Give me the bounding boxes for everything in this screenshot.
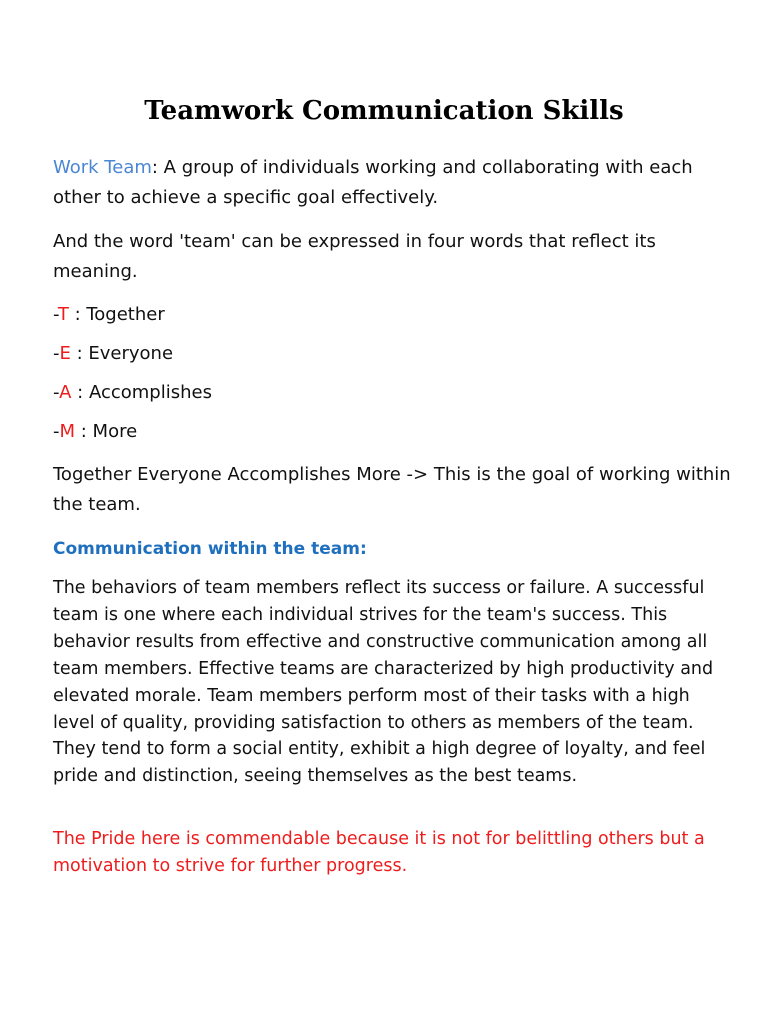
together-sentence: Together Everyone Accomplishes More -> This is the goal of working within the team. bbox=[53, 464, 731, 515]
acronym-letter: T bbox=[57, 304, 69, 325]
acronym-item-t bbox=[53, 300, 165, 330]
document-title: Teamwork Communication Skills bbox=[144, 96, 624, 126]
acronym-item-e bbox=[53, 339, 173, 369]
team-word-intro: And the word 'team' can be expressed in four words that reflect its meaning. bbox=[53, 231, 656, 282]
acronym-prefix: - bbox=[53, 382, 60, 403]
acronym-prefix: - bbox=[53, 304, 58, 325]
acronym-word: : Accomplishes bbox=[71, 382, 212, 403]
acronym-item-a bbox=[53, 378, 212, 408]
behaviors-paragraph: The behaviors of team members reflect its success or failure. A successful team is one where each individual strives for the team's success. This behavior results from effective and constructive communication among all team members. Effective teams are characterized by high productivity and elevated morale. Team members perform most of their tasks with a high level of quality, providing satisfaction to others as members of the team. They tend to form a social entity, exhibit a high degree of loyalty, and feel pride and distinction, seeing themselves as the best teams. bbox=[53, 578, 714, 787]
acronym-letter: M bbox=[59, 421, 76, 442]
acronym-item-m bbox=[53, 417, 137, 447]
section-heading-communication: Communication within the team: bbox=[53, 539, 367, 559]
acronym-prefix: - bbox=[53, 421, 60, 442]
acronym-prefix: - bbox=[53, 343, 60, 364]
pride-paragraph: The Pride here is commendable because it is not for belittling others but a motivation to strive for further progress. bbox=[53, 829, 705, 876]
acronym-word: : Together bbox=[68, 304, 165, 325]
acronym-letter: A bbox=[59, 382, 72, 403]
acronym-letter: E bbox=[59, 343, 71, 364]
acronym-word: : More bbox=[75, 421, 138, 442]
work-team-paragraph bbox=[53, 153, 733, 213]
acronym-word: : Everyone bbox=[70, 343, 174, 364]
work-team-term: Work Team bbox=[53, 157, 152, 178]
work-team-definition: : A group of individuals working and collaborating with each other to achieve a specific goal effectively. bbox=[53, 157, 693, 208]
